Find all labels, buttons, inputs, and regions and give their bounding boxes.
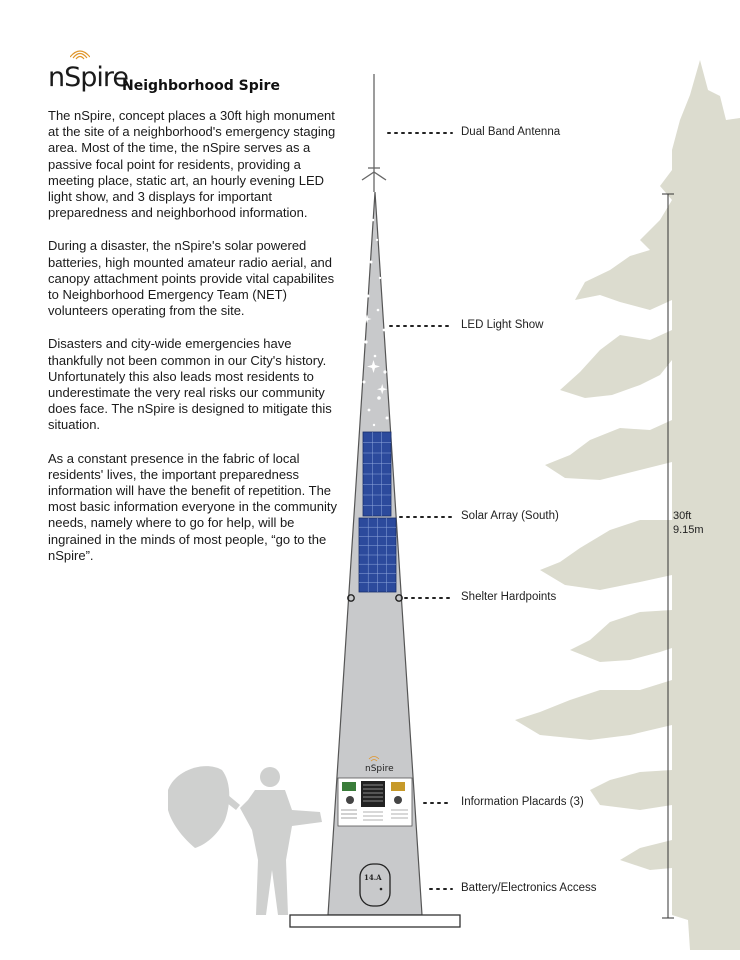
callout-antenna: Dual Band Antenna: [461, 126, 561, 138]
height-meters: 9.15m: [673, 524, 704, 536]
nspire-logo: [48, 50, 129, 98]
solar-array: [359, 432, 396, 592]
paragraph-4: As a constant presence in the fabric of local residents' lives, the important preparedness information will have the benefit of repetition. The most basic information everyone in the community needs, namely where to go for help, will be ingrained in the minds of most people, “go to the nSpire”.: [48, 450, 338, 563]
callout-led: LED Light Show: [461, 319, 544, 331]
height-feet: 30ft: [673, 510, 692, 522]
person-silhouette: [168, 766, 322, 915]
paragraph-3: Disasters and city-wide emergencies have thankfully not been common in our City's history. Unfortunately this also leads most residents to underestimate the very real risks our community does face. The nSpire is designed to mitigate this situation.: [48, 336, 332, 433]
description: [48, 108, 348, 581]
tree-silhouette: [515, 60, 740, 950]
callout-solar: Solar Array (South): [461, 510, 559, 522]
antenna: [362, 74, 386, 192]
callout-shelter: Shelter Hardpoints: [461, 591, 557, 603]
spire-base: [290, 915, 460, 927]
callout-placards: Information Placards (3): [461, 796, 584, 808]
callout-battery: Battery/Electronics Access: [461, 882, 597, 894]
access-door-knob: [380, 888, 383, 891]
access-door-label: 14.A: [364, 873, 382, 882]
paragraph-1: The nSpire, concept places a 30ft high monument at the site of a neighborhood's emergency staging area. Most of the time, the nSpire serves as a passive focal point for residents, providing a meeting place, static art, an hourly evening LED light show, and 3 displays for important preparedness and neighborhood information.: [48, 108, 336, 221]
height-label: [673, 509, 704, 537]
radio-waves-icon: [70, 50, 90, 62]
page-title: Neighborhood Spire: [122, 78, 280, 94]
mini-logo: nSpire: [365, 764, 394, 774]
information-placards: [338, 778, 412, 826]
logo-wordmark: nSpire: [48, 62, 129, 93]
paragraph-2: During a disaster, the nSpire's solar powered batteries, high mounted amateur radio aerial, and canopy attachment points provide vital capabilites to Neighborhood Emergency Team (NET) volunteers operating from the site.: [48, 238, 335, 319]
